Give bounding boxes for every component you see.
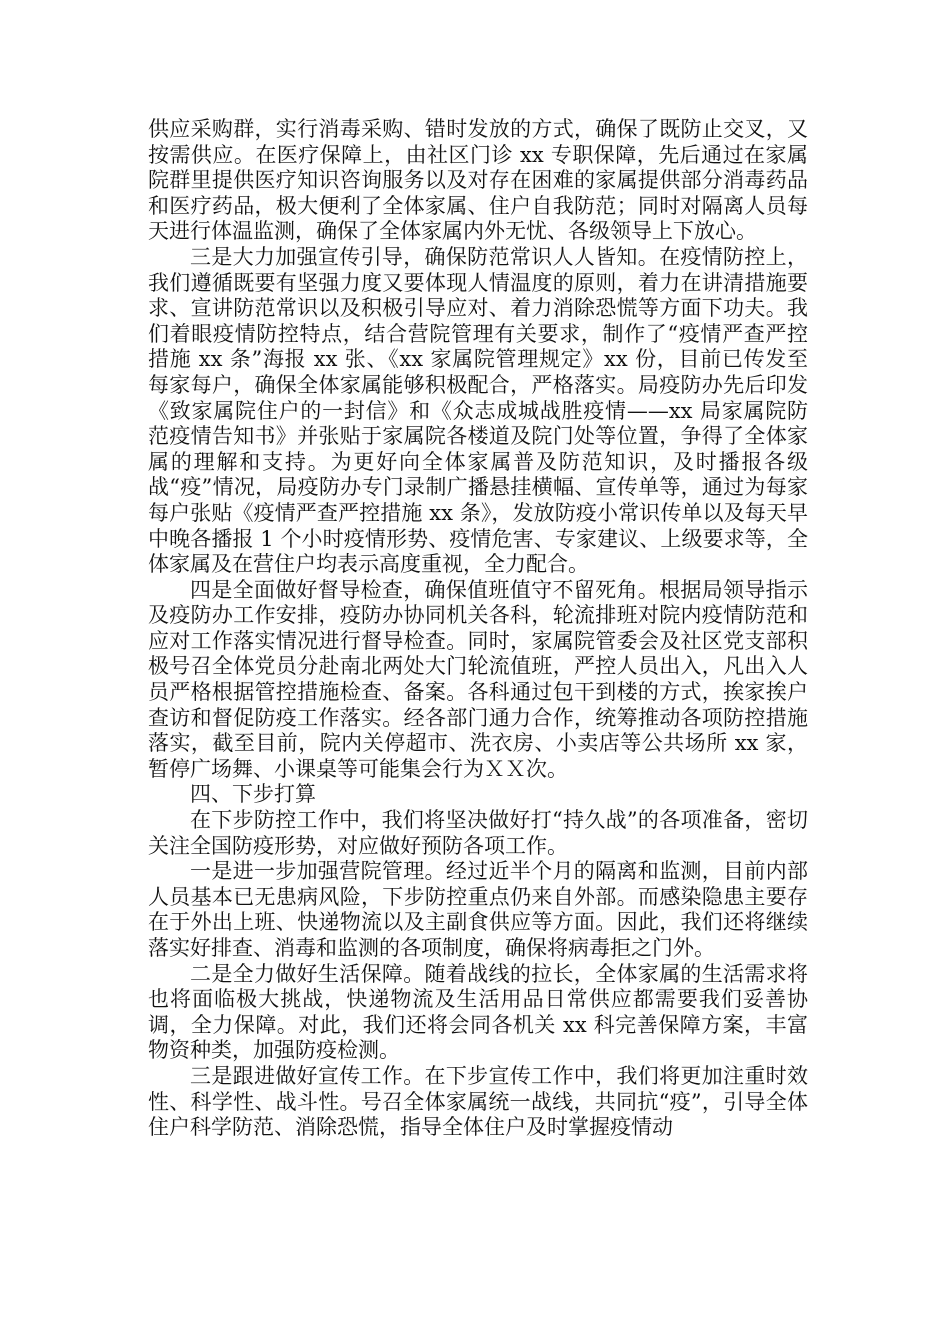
section-heading-next-steps: 四、下步打算 — [190, 782, 316, 807]
paragraph-living-support: 二是全力做好生活保障。随着战线的拉长，全体家属的生活需求将也将面临极大挑战，快递物流及生活用品日常供应都需要我们妥善协调，全力保障。对此，我们还将会同各机关 xx 科完善保障方案，丰富物资种类，加强防疫检测。 — [148, 961, 808, 1063]
paragraph-next-steps-intro: 在下步防控工作中，我们将坚决做好打“持久战”的各项准备，密切关注全国防疫形势，对应做好预防各项工作。 — [148, 808, 808, 858]
paragraph-medical-supply: 供应采购群，实行消毒采购、错时发放的方式，确保了既防止交叉，又按需供应。在医疗保障上，由社区门诊 xx 专职保障，先后通过在家属院群里提供医疗知识咨询服务以及对存在困难的家属提供部分消毒药品和医疗药品，极大便利了全体家属、住户自我防范；同时对隔离人员每天进行体温监测，确保了全体家属内外无忧、各级领导上下放心。 — [148, 117, 808, 244]
paragraph-inspection: 四是全面做好督导检查，确保值班值守不留死角。根据局领导指示及疫防办工作安排，疫防办协同机关各科，轮流排班对院内疫情防范和应对工作落实情况进行督导检查。同时，家属院管委会及社区党支部积极号召全体党员分赴南北两处大门轮流值班，严控人员出入，凡出入人员严格根据管控措施检查、备案。各科通过包干到楼的方式，挨家挨户查访和督促防疫工作落实。经各部门通力合作，统筹推动各项防控措施落实，截至目前，院内关停超市、洗衣房、小卖店等公共场所 xx 家，暂停广场舞、小课桌等可能集会行为ＸＸ次。 — [148, 577, 808, 781]
paragraph-camp-management: 一是进一步加强营院管理。经过近半个月的隔离和监测，目前内部人员基本已无患病风险，下步防控重点仍来自外部。而感染隐患主要存在于外出上班、快递物流以及主副食供应等方面。因此，我们还将继续落实好排查、消毒和监测的各项制度，确保将病毒拒之门外。 — [148, 859, 808, 960]
paragraph-publicity: 三是大力加强宣传引导，确保防范常识人人皆知。在疫情防控上，我们遵循既要有坚强力度又要体现人情温度的原则，着力在讲清措施要求、宣讲防范常识以及积极引导应对、着力消除恐慌等方面下功夫。我们着眼疫情防控特点，结合营院管理有关要求，制作了“疫情严查严控措施 xx 条”海报 xx 张、《xx 家属院管理规定》xx 份，目前已传发至每家每户，确保全体家属能够积极配合，严格落实。局疫防办先后印发《致家属院住户的一封信》和《众志成城战胜疫情——xx 局家属院防范疫情告知书》并张贴于家属院各楼道及院门处等位置，争得了全体家属的理解和支持。为更好向全体家属普及防范知识，及时播报各级战“疫”情况，局疫防办专门录制广播悬挂横幅、宣传单等，通过为每家每户张贴《疫情严查严控措施 xx 条》，发放防疫小常识传单以及每天早中晚各播报 1 个小时疫情形势、疫情危害、专家建议、上级要求等，全体家属及在营住户均表示高度重视，全力配合。 — [148, 244, 808, 577]
paragraph-publicity-followup: 三是跟进做好宣传工作。在下步宣传工作中，我们将更加注重时效性、科学性、战斗性。号召全体家属统一战线，共同抗“疫”，引导全体住户科学防范、消除恐慌，指导全体住户及时掌握疫情动 — [148, 1063, 808, 1140]
document-page — [148, 117, 808, 1141]
